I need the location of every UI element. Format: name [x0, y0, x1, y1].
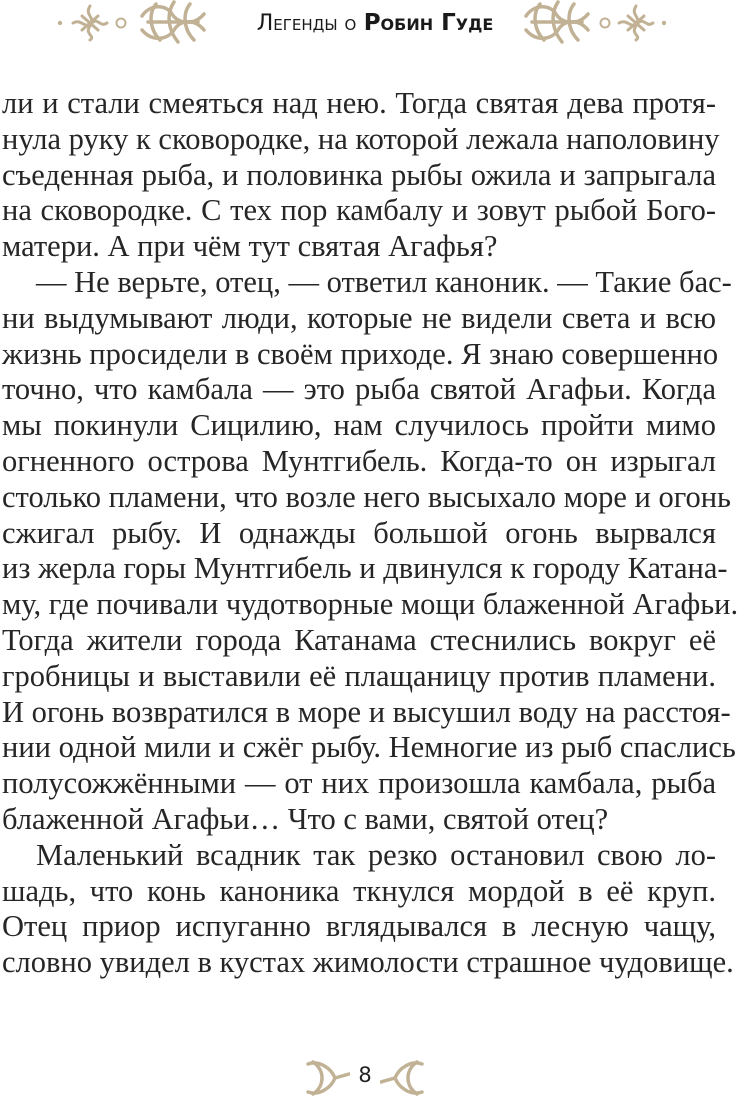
celtic-cross-knot-icon [616, 4, 656, 42]
text-line: на сковородке. С тех пор камбалу и зовут рыбой Бого- [2, 193, 716, 228]
text-line: — Не верьте, отец, — ответил каноник. — Такие бас- [36, 264, 732, 299]
text-line: ли и стали смеяться над нею. Тогда святая дева протя- [2, 86, 716, 120]
text-line: сжигал рыбу. И однажды большой огонь вырвался [2, 515, 716, 550]
text-line: Тогда жители города Катанама стеснились вокруг её [2, 622, 716, 657]
text-line: ни выдумывают люди, которые не видели света и всю [2, 300, 716, 335]
text-line: шадь, что конь каноника ткнулся мордой в её круп. [2, 873, 716, 908]
ring-icon [598, 16, 612, 30]
text-line: матери. А при чём тут святая Агафья? [2, 229, 498, 264]
leaf-knot-right-icon [380, 1058, 425, 1098]
running-header [0, 0, 750, 50]
text-line: из жерла горы Мунтгибель и двинулся к городу Катана- [2, 551, 728, 586]
text-line: му, где почивали чудотворные мощи блаженной Агафьи. [2, 587, 739, 622]
text-line: блаженной Агафьи… Что с вами, святой отец? [2, 801, 609, 836]
leaf-knot-left-icon [305, 1058, 350, 1098]
text-line: огненного острова Мунтгибель. Когда-то он изрыгал [2, 443, 716, 478]
dot-icon [660, 19, 668, 27]
text-line: словно увидел в кустах жимолости страшное чудовище. [2, 945, 734, 980]
running-title-light: Легенды о [256, 11, 357, 36]
text-line: Маленький всадник так резко остановил свою ло- [36, 837, 716, 872]
text-line: нула руку к сковородке, на которой лежала наполовину [2, 121, 720, 156]
celtic-knot-icon [522, 0, 592, 44]
body-text [2, 86, 739, 981]
running-title-bold: Робин Гуде [363, 10, 494, 36]
text-line: жизнь просидели в своём приходе. Я знаю совершенно [2, 336, 719, 371]
text-line: столько пламени, что возле него высыхало море и огонь [2, 479, 731, 514]
text-line: мы покинули Сицилию, нам случилось пройти мимо [2, 408, 716, 443]
text-line: точно, что камбала — это рыба святой Агафьи. Когда [2, 372, 716, 407]
text-line: И огонь возвратился в море и высушил воду на расстоя- [2, 694, 731, 729]
page-number: 8 [358, 1063, 372, 1087]
text-line: Отец приор испуганно вглядывался в лесную чащу, [2, 909, 716, 944]
text-line: съеденная рыба, и половинка рыбы ожила и запрыгала [2, 157, 716, 192]
text-line: полусожжёнными — от них произошла камбала, рыба [2, 766, 716, 801]
text-line: гробницы и выставили её плащаницу против пламени. [2, 658, 716, 693]
text-line: нии одной мили и сжёг рыбу. Немногие из рыб спаслись [2, 730, 736, 765]
